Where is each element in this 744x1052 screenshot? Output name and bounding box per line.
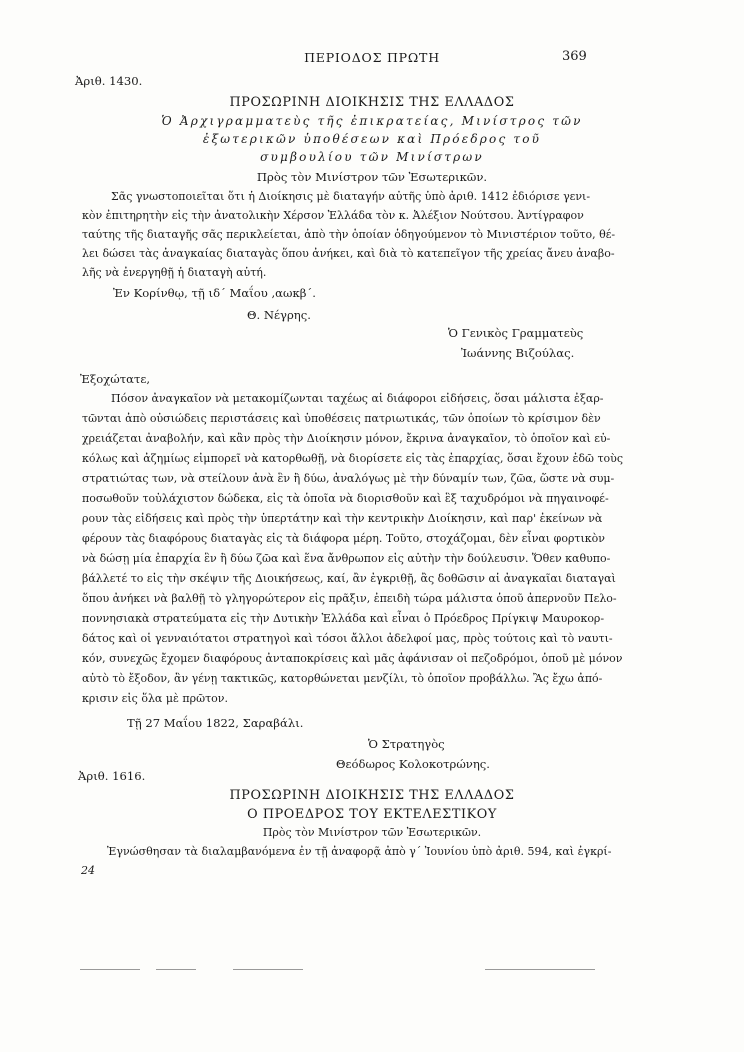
body-line: ταύτης τῆς διαταγῆς σᾶς περικλείεται, ἀπὸ τὴν ὁποίαν ὁδηγούμενον τὸ Μινιστέριον τοῦτο, θέ- — [82, 228, 616, 241]
salutation: Ἐξοχώτατε, — [80, 372, 151, 386]
document-number: Ἀριθ. 1430. — [75, 74, 143, 88]
body-line: ὅπου ἀνήκει νὰ βαλθῇ τὸ γληγορώτερον εἰς πρᾶξιν, ἐπειδὴ τώρα μάλιστα ὁποῦ ἀπερνοῦν Πελο- — [82, 592, 617, 605]
document-heading: ΠΡΟΣΩΡΙΝΗ ΔΙΟΙΚΗΣΙΣ ΤΗΣ ΕΛΛΑΔΟΣ — [229, 95, 515, 110]
signer-name: Θ. Νέγρης. — [247, 308, 311, 322]
signer-title: Ὁ Γενικὸς Γραμματεὺς — [448, 326, 584, 340]
body-line: τῶνται ἀπὸ οὐσιώδεις περιστάσεις καὶ ὑποθέσεις πατριωτικάς, τῶν ὁποίων τὸ κρίσιμον δὲν — [82, 412, 601, 425]
signer-name: Θεόδωρος Κολοκοτρώνης. — [336, 757, 490, 771]
running-header-title: ΠΕΡΙΟΔΟΣ ΠΡΩΤΗ — [304, 50, 440, 65]
document-number: Ἀριθ. 1616. — [78, 769, 146, 783]
scan-mark — [233, 969, 303, 970]
sender-line: συμβουλίου τῶν Μινίστρων — [260, 150, 484, 164]
body-line: Σᾶς γνωστοποιεῖται ὅτι ἡ Διοίκησις μὲ διαταγήν αὐτῆς ὑπὸ ἀριθ. 1412 ἐδιόρισε γενι- — [111, 190, 591, 203]
body-line: κὸν ἐπιτηρητὴν εἰς τὴν ἀνατολικὴν Χέρσον Ἑλλάδα τὸν κ. Ἀλέξιον Νούτσου. Ἀντίγραφον — [82, 209, 584, 222]
addressee: Πρὸς τὸν Μινίστρον τῶν Ἐσωτερικῶν. — [256, 170, 488, 184]
sender-line: ἐξωτερικῶν ὑποθέσεων καὶ Πρόεδρος τοῦ — [202, 132, 542, 146]
body-line: αὐτὸ τὸ ἔξοδον, ἂν γένῃ τακτικῶς, κατορθώνεται μενζίλι, τὸ ὁποῖον προβάλλω. Ἂς ἔχω ἀπό- — [82, 672, 603, 685]
signer-title: Ὁ Στρατηγὸς — [368, 737, 445, 751]
body-line: στρατιώτας των, νὰ στείλουν ἀνὰ ἓν ἢ δύω, ἀναλόγως μὲ τὴν δύναμίν των, ζῶα, ὥστε νὰ συμ- — [82, 472, 615, 485]
sender-line: Ὁ Ἀρχιγραμματεὺς τῆς ἐπικρατείας, Μινίστρος τῶν — [161, 114, 583, 128]
printer-signature-mark: 24 — [81, 864, 95, 877]
addressee: Πρὸς τὸν Μινίστρον τῶν Ἐσωτερικῶν. — [262, 826, 482, 839]
document-subheading: Ο ΠΡΟΕΔΡΟΣ ΤΟΥ ΕΚΤΕΛΕΣΤΙΚΟΥ — [247, 807, 497, 822]
body-line: κόλως καὶ ἀζημίως εἰμπορεῖ νὰ κατορθωθῇ, νὰ διορίσετε εἰς τὰς ἐπαρχίας, ὅσαι ἔχουν ἐδῶ τοὺς — [82, 452, 623, 465]
place-date: Τῇ 27 Μαΐου 1822, Σαραβάλι. — [127, 716, 304, 730]
body-line: κόν, συνεχῶς ἔχομεν διαφόρους ἀνταποκρίσεις καὶ μᾶς ἀφάνισαν οἱ πεζοδρόμοι, ὁποῦ μὲ μόνον — [82, 652, 623, 665]
body-line: ποννησιακὰ στρατεύματα εἰς τὴν Δυτικὴν Ἑλλάδα καὶ εἶναι ὁ Πρόεδρος Πρίγκιψ Μαυροκορ- — [82, 612, 605, 625]
body-line: λει δώσει τὰς ἀναγκαίας διαταγὰς ὅπου ἀνήκει, καὶ διὰ τὸ κατεπεῖγον τῆς χρείας ἄνευ ἀναβο- — [82, 247, 615, 260]
body-line: νὰ δώσῃ μία ἐπαρχία ἓν ἢ δύω ζῶα καὶ ἕνα ἄνθρωπον εἰς αὐτὴν τὴν δούλευσιν. Ὅθεν καθυπο- — [82, 552, 611, 565]
body-line: ρουν τὰς εἰδήσεις καὶ πρὸς τὴν ὑπερτάτην καὶ τὴν κεντρικὴν Διοίκησιν, καὶ παρ' ἐκείνων νὰ — [82, 512, 603, 525]
body-line: βάλλετέ το εἰς τὴν σκέψιν τῆς Διοικήσεως, καί, ἂν ἐγκριθῇ, ἂς δοθῶσιν αἱ ἀναγκαῖαι διαταγαὶ — [82, 572, 616, 585]
scan-mark — [485, 969, 595, 970]
body-line: δάτος καὶ οἱ γενναιότατοι στρατηγοὶ καὶ τόσοι ἄλλοι ἀδελφοί μας, πρὸς τούτοις καὶ τὸ ναυτι- — [82, 632, 613, 645]
body-line: Πόσον ἀναγκαῖον νὰ μετακομίζωνται ταχέως αἱ διάφοροι εἰδήσεις, ὅσαι μάλιστα ἐξαρ- — [111, 392, 604, 405]
body-line: κρισιν εἰς ὅλα μὲ πρῶτον. — [82, 692, 228, 705]
body-line: Ἐγνώσθησαν τὰ διαλαμβανόμενα ἐν τῇ ἀναφορᾷ ἀπὸ γ΄ Ἰουνίου ὑπὸ ἀριθ. 594, καὶ ἐγκρί- — [107, 845, 612, 858]
document-heading: ΠΡΟΣΩΡΙΝΗ ΔΙΟΙΚΗΣΙΣ ΤΗΣ ΕΛΛΑΔΟΣ — [229, 788, 515, 803]
scan-mark — [80, 969, 140, 970]
body-line: λῆς νὰ ἐνεργηθῇ ἡ διαταγὴ αὐτή. — [82, 266, 267, 279]
page-number: 369 — [562, 49, 587, 64]
place-date: Ἐν Κορίνθῳ, τῇ ιδ΄ Μαΐου ,αωκβ΄. — [113, 286, 316, 300]
scan-mark — [156, 969, 196, 970]
body-line: ποσωθοῦν τοὐλάχιστον δώδεκα, εἰς τὰ ὁποῖα νὰ διορισθοῦν καὶ ἓξ ταχυδρόμοι νὰ πηγαινοφέ- — [82, 492, 609, 505]
body-line: χρειάζεται ἀναβολήν, καὶ κἂν πρὸς τὴν Διοίκησιν μόνον, ἔκρινα ἀναγκαῖον, τὸ ὁποῖον καὶ εὐ- — [82, 432, 611, 445]
signer-name: Ἰωάννης Βιζούλας. — [461, 346, 575, 360]
body-line: φέρουν τὰς διαφόρους διαταγὰς εἰς τὰ διάφορα μέρη. Τοῦτο, στοχάζομαι, δὲν εἶναι φορτικὸν — [82, 532, 605, 545]
